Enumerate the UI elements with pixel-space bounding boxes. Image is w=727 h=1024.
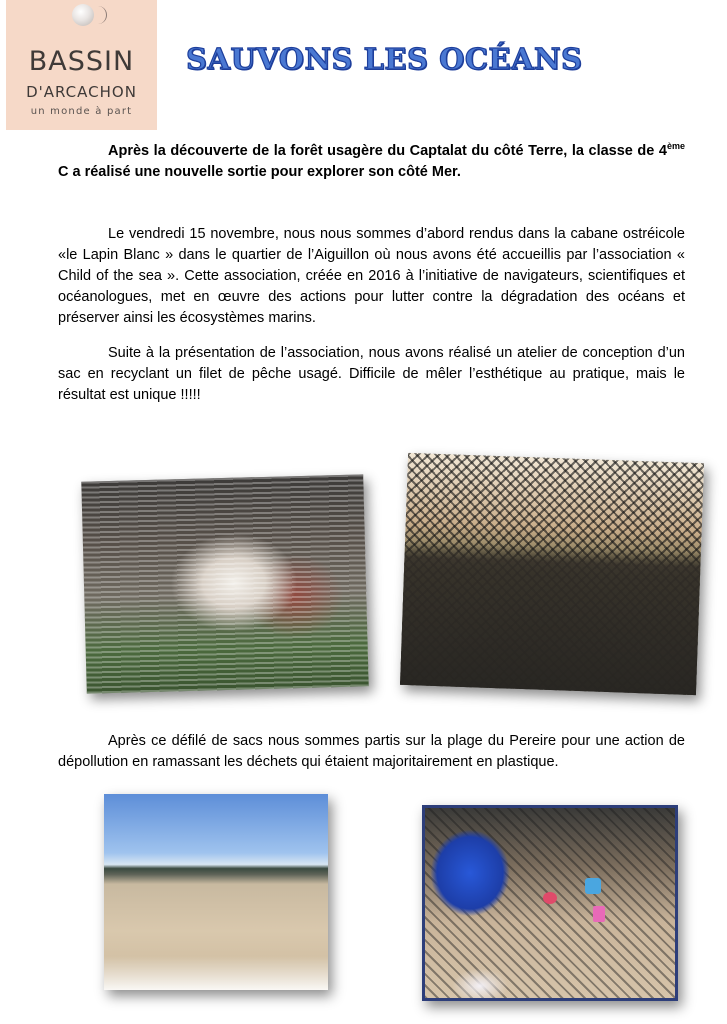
paragraph-visit: Le vendredi 15 novembre, nous nous sommes d’abord rendus dans la cabane ostréicole «le Lapin Blanc » dans le quartier de l’Aiguillon où nous avons été accueillis par l’association « Child of the sea ». Cette association, créée en 2016 à l’initiative de navigateurs, scientifiques et océanologues, met en œuvre des actions pour lutter contre la dégradation des océans et préserver ainsi les écosystèmes marins. bbox=[58, 226, 685, 326]
logo-line-bassin: BASSIN bbox=[28, 46, 135, 77]
bassin-arcachon-logo bbox=[6, 0, 157, 130]
paragraph-workshop: Suite à la présentation de l’association, nous avons réalisé un atelier de conception d’un sac en recyclant un filet de pêche usagé. Difficile de mêler l’esthétique au pratique, mais le résultat est unique !!!!! bbox=[58, 345, 685, 403]
logo-tagline: un monde à part bbox=[30, 106, 133, 117]
photo-pereire-beach bbox=[104, 794, 328, 990]
logo-line-arcachon: D'ARCACHON bbox=[26, 83, 137, 101]
intro-superscript: ème bbox=[666, 141, 685, 151]
photo-collecting-waste bbox=[422, 805, 678, 1001]
photo-group-with-fishing-net bbox=[400, 453, 704, 695]
intro-text-after: C a réalisé une nouvelle sortie pour explorer son côté Mer. bbox=[58, 163, 461, 180]
bucket-shape bbox=[585, 878, 601, 894]
pearl-icon bbox=[72, 4, 94, 26]
intro-paragraph bbox=[58, 136, 685, 183]
pearl-arc-icon bbox=[98, 6, 107, 24]
intro-text-before: Après la découverte de la forêt usagère du Captalat du côté Terre, la classe de 4 bbox=[108, 142, 667, 159]
page-title: SAUVONS LES OCÉANS bbox=[186, 42, 583, 76]
bucket-shape bbox=[543, 892, 557, 904]
paragraph-beach-cleanup: Après ce défilé de sacs nous sommes partis sur la plage du Pereire pour une action de dépollution en ramassant les déchets qui étaient majoritairement en plastique. bbox=[58, 733, 685, 770]
bucket-shape bbox=[593, 906, 605, 922]
photo-net-bag-workshop bbox=[81, 474, 368, 693]
